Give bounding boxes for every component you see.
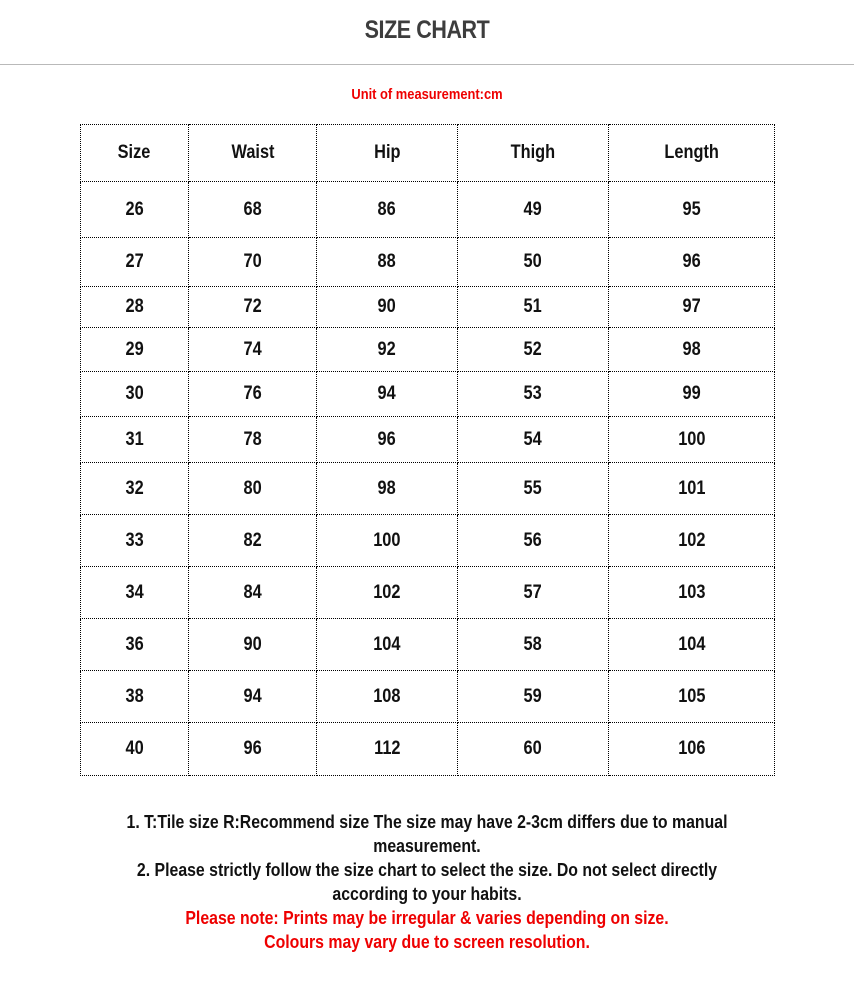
cell-thigh: 59 — [458, 671, 609, 723]
table-row — [81, 723, 775, 776]
cell-length: 95 — [609, 182, 775, 238]
page-title: SIZE CHART — [364, 16, 490, 44]
cell-waist: 82 — [189, 515, 317, 567]
cell-size: 36 — [81, 619, 189, 671]
cell-waist: 72 — [189, 287, 317, 328]
cell-waist: 90 — [189, 619, 317, 671]
cell-length: 103 — [609, 567, 775, 619]
cell-hip: 102 — [317, 567, 458, 619]
warning-prints: Please note: Prints may be irregular & varies depending on size. — [185, 908, 669, 928]
table-row — [81, 567, 775, 619]
table-row — [81, 182, 775, 238]
cell-size: 28 — [81, 287, 189, 328]
cell-length: 96 — [609, 238, 775, 287]
cell-hip: 94 — [317, 372, 458, 417]
header-hip: Hip — [317, 125, 458, 182]
cell-thigh: 51 — [458, 287, 609, 328]
cell-hip: 112 — [317, 723, 458, 776]
cell-waist: 84 — [189, 567, 317, 619]
cell-waist: 74 — [189, 328, 317, 372]
cell-hip: 86 — [317, 182, 458, 238]
cell-waist: 94 — [189, 671, 317, 723]
cell-thigh: 56 — [458, 515, 609, 567]
cell-length: 105 — [609, 671, 775, 723]
table-header-row — [81, 125, 775, 182]
cell-waist: 70 — [189, 238, 317, 287]
cell-hip: 100 — [317, 515, 458, 567]
cell-size: 26 — [81, 182, 189, 238]
cell-thigh: 52 — [458, 328, 609, 372]
table-row — [81, 372, 775, 417]
header-length: Length — [609, 125, 775, 182]
note-line-2: 2. Please strictly follow the size chart to select the size. Do not select directly according to your habits. — [136, 860, 718, 904]
cell-hip: 96 — [317, 417, 458, 463]
cell-length: 97 — [609, 287, 775, 328]
cell-hip: 88 — [317, 238, 458, 287]
table-row — [81, 463, 775, 515]
cell-thigh: 58 — [458, 619, 609, 671]
cell-thigh: 53 — [458, 372, 609, 417]
cell-thigh: 49 — [458, 182, 609, 238]
cell-length: 104 — [609, 619, 775, 671]
cell-size: 32 — [81, 463, 189, 515]
table-row — [81, 328, 775, 372]
cell-size: 34 — [81, 567, 189, 619]
cell-thigh: 55 — [458, 463, 609, 515]
cell-waist: 80 — [189, 463, 317, 515]
cell-thigh: 60 — [458, 723, 609, 776]
cell-size: 29 — [81, 328, 189, 372]
cell-length: 106 — [609, 723, 775, 776]
cell-hip: 108 — [317, 671, 458, 723]
cell-length: 99 — [609, 372, 775, 417]
cell-waist: 78 — [189, 417, 317, 463]
cell-size: 40 — [81, 723, 189, 776]
cell-thigh: 50 — [458, 238, 609, 287]
table-row — [81, 417, 775, 463]
cell-hip: 98 — [317, 463, 458, 515]
notes-block — [80, 810, 774, 954]
header-size: Size — [81, 125, 189, 182]
header-waist: Waist — [189, 125, 317, 182]
cell-length: 101 — [609, 463, 775, 515]
cell-size: 30 — [81, 372, 189, 417]
cell-size: 27 — [81, 238, 189, 287]
cell-thigh: 57 — [458, 567, 609, 619]
warning-colours: Colours may vary due to screen resolution. — [264, 932, 590, 952]
title-divider — [0, 64, 854, 65]
cell-waist: 76 — [189, 372, 317, 417]
cell-hip: 90 — [317, 287, 458, 328]
cell-length: 100 — [609, 417, 775, 463]
table-row — [81, 287, 775, 328]
cell-length: 102 — [609, 515, 775, 567]
table-row — [81, 238, 775, 287]
table-row — [81, 671, 775, 723]
cell-hip: 104 — [317, 619, 458, 671]
cell-waist: 68 — [189, 182, 317, 238]
table-row — [81, 619, 775, 671]
cell-size: 33 — [81, 515, 189, 567]
unit-note: Unit of measurement:cm — [351, 86, 503, 103]
cell-hip: 92 — [317, 328, 458, 372]
note-line-1: 1. T:Tile size R:Recommend size The size may have 2-3cm differs due to manual measurement. — [126, 812, 728, 856]
cell-size: 38 — [81, 671, 189, 723]
cell-thigh: 54 — [458, 417, 609, 463]
cell-size: 31 — [81, 417, 189, 463]
size-chart-table — [80, 124, 775, 776]
cell-waist: 96 — [189, 723, 317, 776]
table-row — [81, 515, 775, 567]
header-thigh: Thigh — [458, 125, 609, 182]
cell-length: 98 — [609, 328, 775, 372]
